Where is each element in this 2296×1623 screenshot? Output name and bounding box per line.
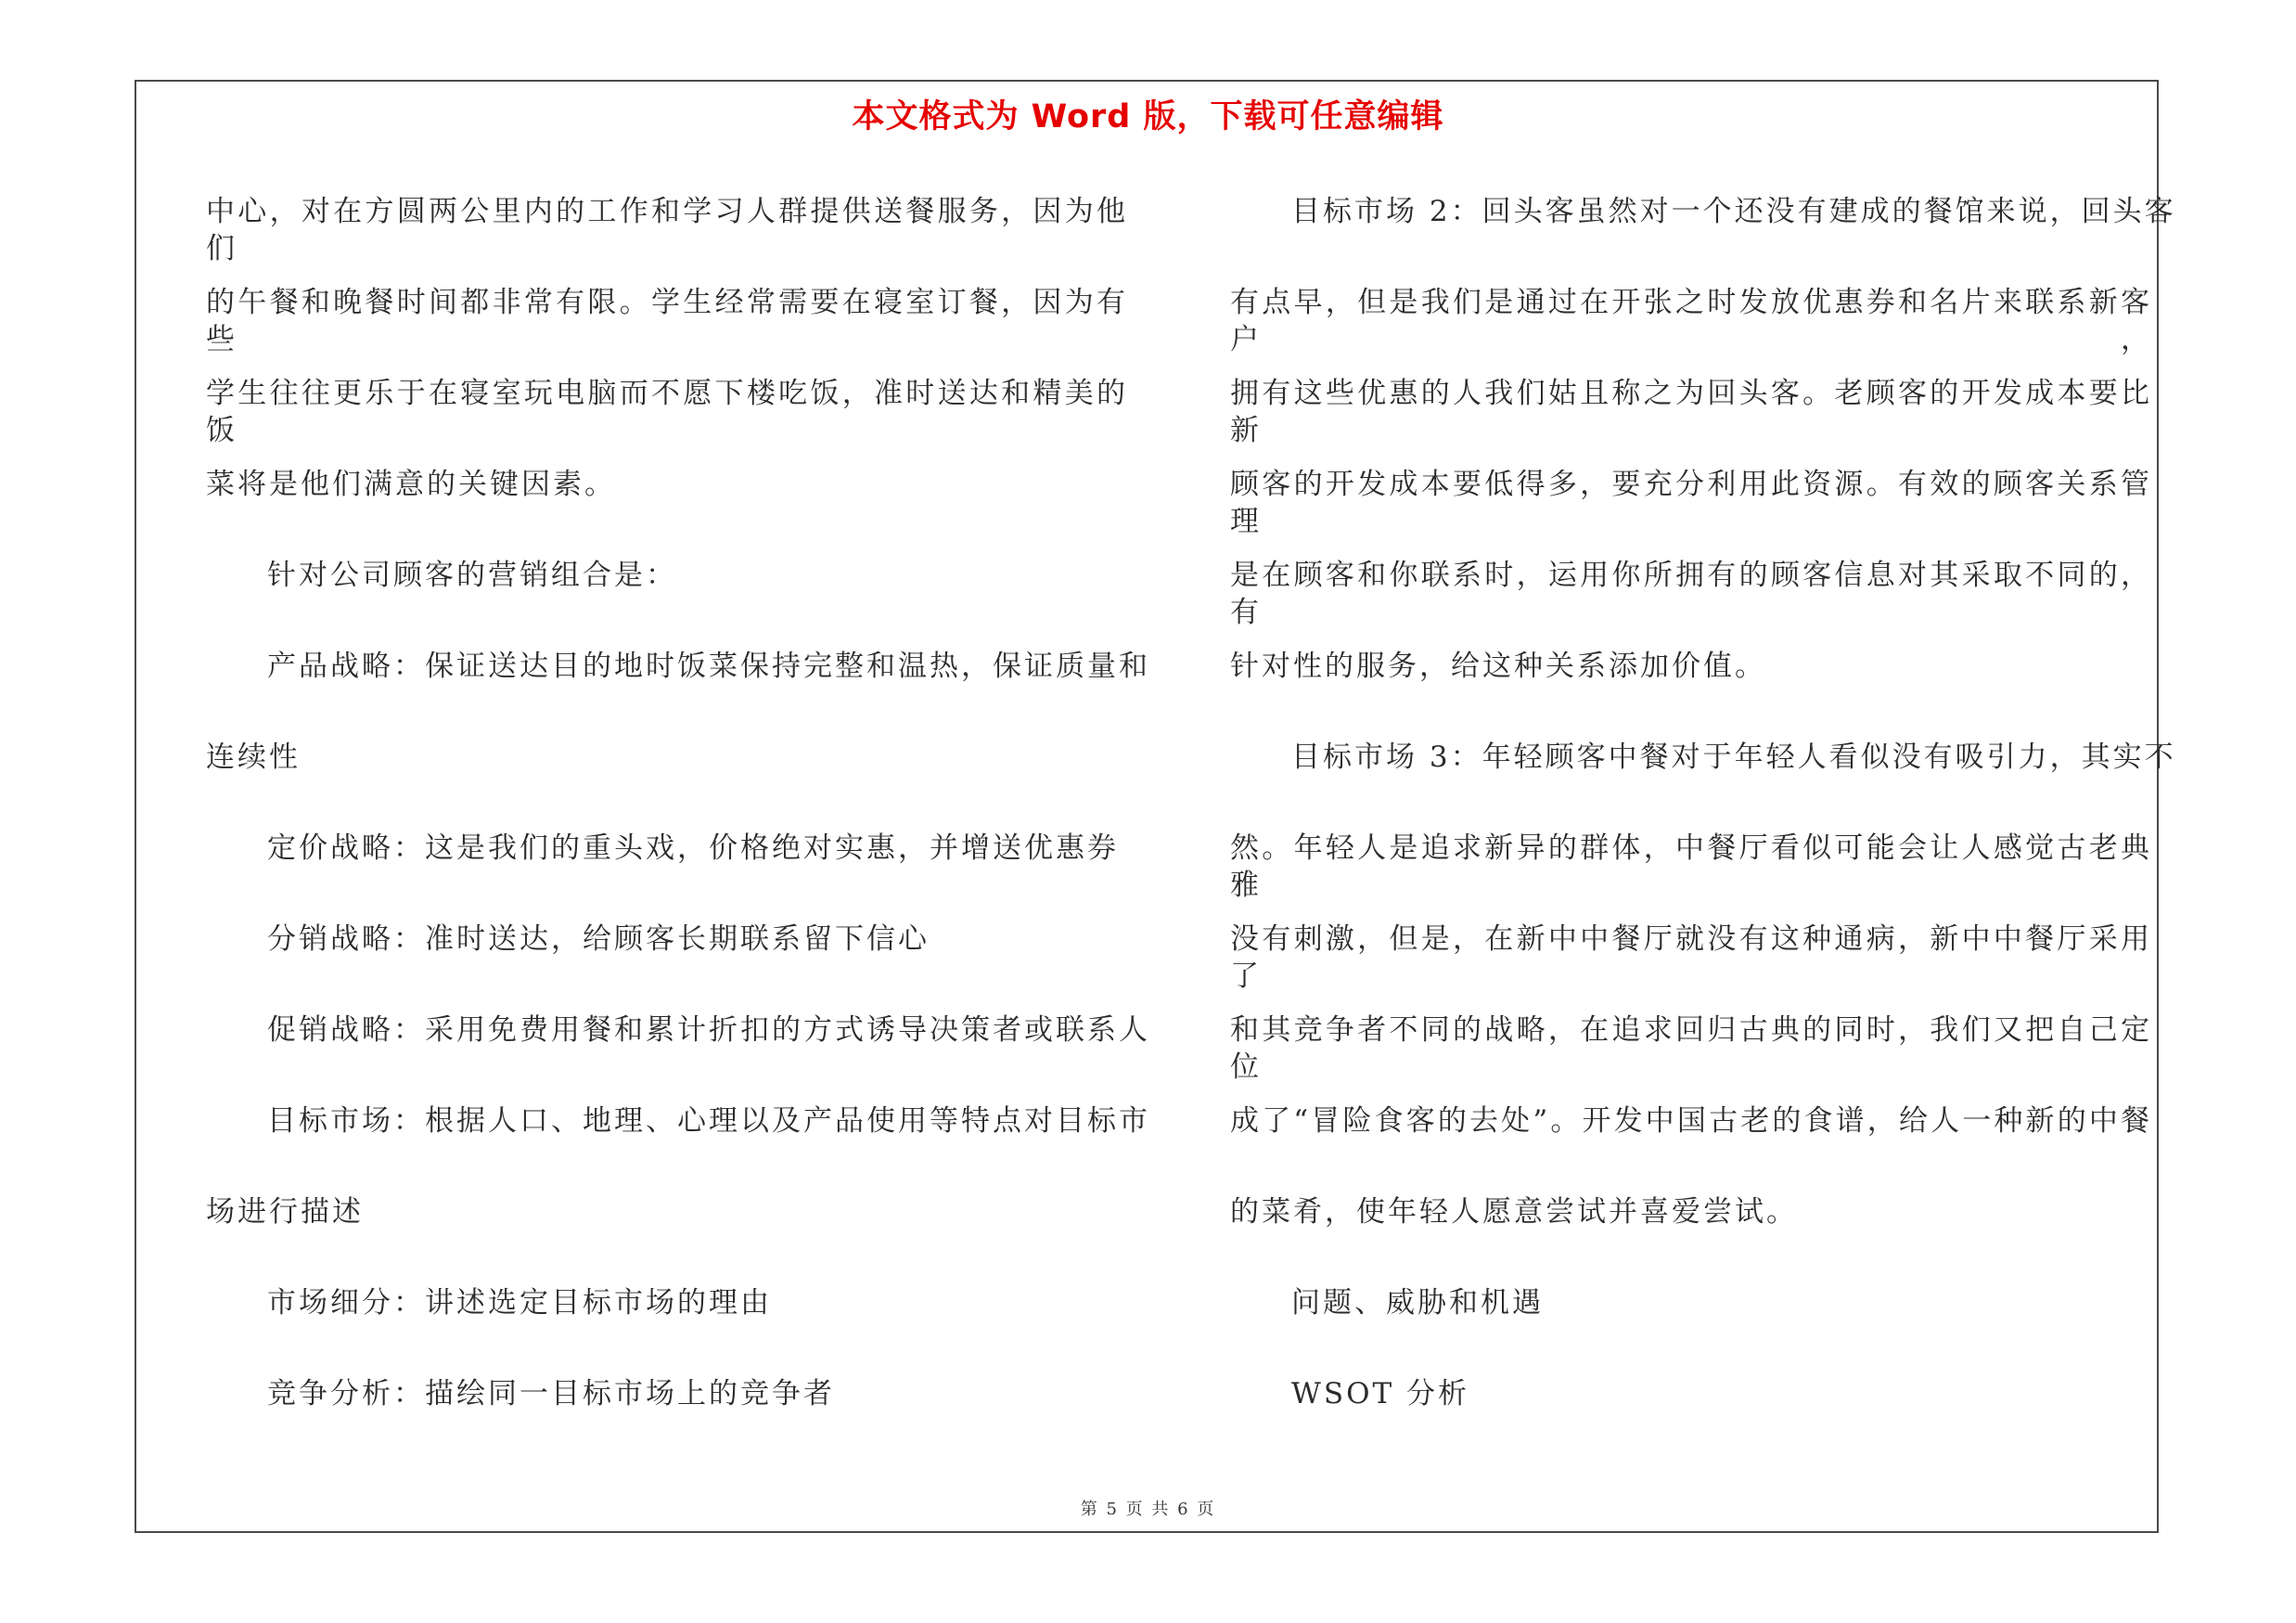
paragraph-line: 顾客的开发成本要低得多，要充分利用此资源。有效的顾客关系管理 [1230, 468, 2152, 538]
paragraph-line: 产品战略：保证送达目的地时饭菜保持完整和温热，保证质量和 [267, 650, 1150, 683]
paragraph-line: 的午餐和晚餐时间都非常有限。学生经常需要在寝室订餐，因为有些 [206, 286, 1128, 356]
paragraph-line: 然。年轻人是追求新异的群体，中餐厅看似可能会让人感觉古老典雅 [1230, 831, 2152, 902]
paragraph-line: 成了“冒险食客的去处”。开发中国古老的食谱，给人一种新的中餐 [1230, 1104, 2152, 1138]
paragraph-line: 的菜肴，使年轻人愿意尝试并喜爱尝试。 [1230, 1195, 1798, 1229]
paragraph-line: 学生往往更乐于在寝室玩电脑而不愿下楼吃饭，准时送达和精美的饭 [206, 377, 1128, 447]
page-number: 第 5 页 共 6 页 [1080, 1500, 1216, 1519]
editable-format-banner: 本文格式为 Word 版，下载可任意编辑 [852, 98, 1444, 135]
paragraph-line: 定价战略：这是我们的重头戏，价格绝对实惠，并增送优惠券 [267, 831, 1119, 865]
paragraph-line: 是在顾客和你联系时，运用你所拥有的顾客信息对其采取不同的，有 [1230, 559, 2152, 629]
paragraph-line: 目标市场 3：年轻顾客中餐对于年轻人看似没有吸引力，其实不 [1291, 741, 2176, 774]
paragraph-line: WSOT 分析 [1291, 1377, 1470, 1410]
paragraph-line: 目标市场：根据人口、地理、心理以及产品使用等特点对目标市 [267, 1104, 1150, 1138]
paragraph-line: 有点早，但是我们是通过在开张之时发放优惠券和名片来联系新客户， [1230, 286, 2152, 356]
paragraph-line: 市场细分：讲述选定目标市场的理由 [267, 1286, 772, 1320]
paragraph-line: 分销战略：准时送达，给顾客长期联系留下信心 [267, 922, 930, 956]
paragraph-line: 没有刺激，但是，在新中中餐厅就没有这种通病，新中中餐厅采用了 [1230, 922, 2152, 993]
paragraph-line: 针对性的服务，给这种关系添加价值。 [1230, 650, 1766, 683]
paragraph-line: 中心，对在方圆两公里内的工作和学习人群提供送餐服务，因为他们 [206, 195, 1128, 265]
paragraph-line: 场进行描述 [206, 1195, 364, 1229]
paragraph-line: 问题、威胁和机遇 [1291, 1286, 1544, 1320]
paragraph-line: 菜将是他们满意的关键因素。 [206, 468, 616, 501]
paragraph-line: 竞争分析：描绘同一目标市场上的竞争者 [267, 1377, 835, 1410]
paragraph-line: 拥有这些优惠的人我们姑且称之为回头客。老顾客的开发成本要比新 [1230, 377, 2152, 447]
paragraph-line: 促销战略：采用免费用餐和累计折扣的方式诱导决策者或联系人 [267, 1013, 1150, 1047]
paragraph-line: 连续性 [206, 741, 301, 774]
paragraph-line: 和其竞争者不同的战略，在追求回归古典的同时，我们又把自己定位 [1230, 1013, 2152, 1084]
paragraph-line: 目标市场 2：回头客虽然对一个还没有建成的餐馆来说，回头客 [1291, 195, 2176, 228]
paragraph-line: 针对公司顾客的营销组合是： [267, 559, 677, 592]
